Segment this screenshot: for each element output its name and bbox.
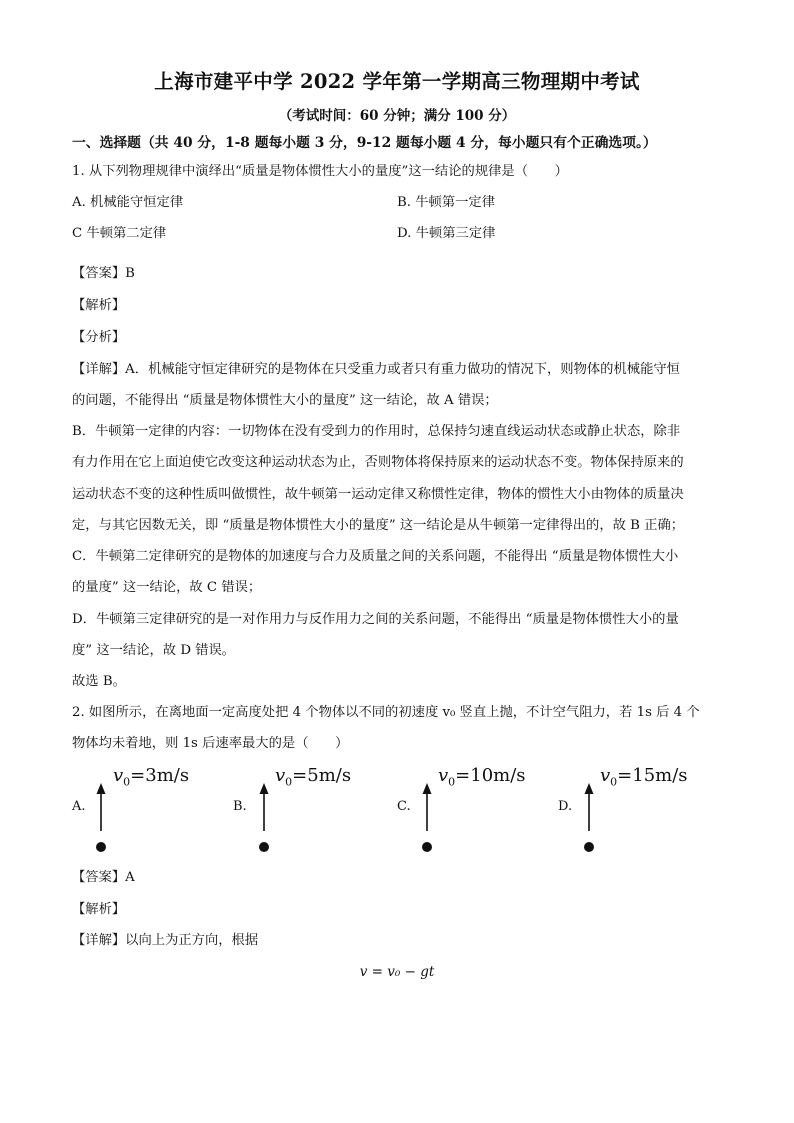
q2-detail: 【详解】以向上为正方向，根据 bbox=[72, 933, 259, 948]
page-title: 上海市建平中学 2022 学年第一学期高三物理期中考试 bbox=[154, 70, 640, 93]
q2-stem: 2. 如图所示，在离地面一定高度处把 4 个物体以不同的初速度 v₀ 竖直上抛，不计空气阻力，若 1s 后 4 个 bbox=[72, 705, 700, 720]
figure-d-arrow-icon bbox=[580, 783, 602, 855]
q1-detail-line: 的问题，不能得出 “质量是物体惯性大小的量度” 这一结论，故 A 错误； bbox=[72, 393, 498, 408]
q1-option-d: D. 牛顿第三定律 bbox=[397, 226, 496, 241]
figure-a-letter: A. bbox=[72, 799, 86, 814]
q1-answer: 【答案】B bbox=[72, 266, 135, 281]
velocity-subscript: 0 bbox=[448, 775, 456, 789]
q2-answer: 【答案】A bbox=[72, 870, 135, 885]
q2-stem: 物体均未着地，则 1s 后速率最大的是（ ） bbox=[72, 736, 349, 751]
velocity-symbol: v bbox=[438, 765, 449, 786]
q1-fenxi-label: 【分析】 bbox=[72, 330, 126, 345]
velocity-subscript: 0 bbox=[285, 775, 293, 789]
figure-d-letter: D. bbox=[558, 799, 573, 814]
q1-detail-line: D．牛顿第三定律研究的是一对作用力与反作用力之间的关系问题，不能得出 “质量是物体惯性大小的量 bbox=[72, 612, 679, 627]
q1-option-a: A. 机械能守恒定律 bbox=[72, 195, 184, 210]
figure-b-velocity-label bbox=[275, 765, 351, 789]
figure-c-arrow-icon bbox=[418, 783, 440, 855]
figure-d-velocity-label bbox=[600, 765, 688, 789]
q1-option-b: B. 牛顿第一定律 bbox=[397, 195, 496, 210]
exam-info: （考试时间：60 分钟；满分 100 分） bbox=[278, 108, 516, 124]
velocity-symbol: v bbox=[275, 765, 286, 786]
velocity-subscript: 0 bbox=[123, 775, 131, 789]
velocity-value: =15m/s bbox=[617, 765, 688, 786]
figure-a-velocity-label bbox=[113, 765, 189, 789]
q1-detail-line: B．牛顿第一定律的内容：一切物体在没有受到力的作用时，总保持匀速直线运动状态或静止状态，除非 bbox=[72, 424, 681, 439]
figure-b-arrow-icon bbox=[255, 783, 277, 855]
figure-c-velocity-label bbox=[438, 765, 526, 789]
q1-analysis-label: 【解析】 bbox=[72, 298, 126, 313]
q2-analysis-label: 【解析】 bbox=[72, 902, 126, 917]
q1-detail-line: 有力作用在它上面迫使它改变这种运动状态为止，否则物体将保持原来的运动状态不变。物体保持原来的 bbox=[72, 455, 684, 470]
velocity-value: =5m/s bbox=[292, 765, 352, 786]
q1-detail-line: 定，与其它因数无关，即 “质量是物体惯性大小的量度” 这一结论是从牛顿第一定律得出的，故 B 正确； bbox=[72, 518, 685, 533]
q1-detail-line: 故选 B。 bbox=[72, 674, 126, 689]
velocity-symbol: v bbox=[113, 765, 124, 786]
figure-b-letter: B. bbox=[233, 799, 247, 814]
q1-detail-line: 的量度” 这一结论，故 C 错误； bbox=[72, 580, 262, 595]
q1-detail-line: 度” 这一结论，故 D 错误。 bbox=[72, 643, 236, 658]
q1-detail-line: 运动状态不变的这种性质叫做惯性，故牛顿第一运动定律又称惯性定律，物体的惯性大小由物体的质量决 bbox=[72, 487, 684, 502]
velocity-value: =3m/s bbox=[130, 765, 190, 786]
q2-equation: v = v₀ − gt bbox=[359, 964, 435, 980]
figure-a-arrow-icon bbox=[92, 783, 114, 855]
section-heading: 一、选择题（共 40 分，1-8 题每小题 3 分，9-12 题每小题 4 分，每小题只有个正确选项。） bbox=[72, 135, 657, 151]
q1-stem: 1. 从下列物理规律中演绎出“质量是物体惯性大小的量度”这一结论的规律是（ ） bbox=[72, 164, 568, 179]
q1-detail-line: 【详解】A．机械能守恒定律研究的是物体在只受重力或者只有重力做功的情况下，则物体的机械能守恒 bbox=[72, 362, 680, 377]
q1-option-c: C 牛顿第二定律 bbox=[72, 226, 167, 241]
velocity-symbol: v bbox=[600, 765, 611, 786]
velocity-subscript: 0 bbox=[610, 775, 618, 789]
figure-c-letter: C. bbox=[397, 799, 411, 814]
q1-detail-line: C．牛顿第二定律研究的是物体的加速度与合力及质量之间的关系问题，不能得出 “质量是物体惯性大小 bbox=[72, 549, 679, 564]
velocity-value: =10m/s bbox=[455, 765, 526, 786]
